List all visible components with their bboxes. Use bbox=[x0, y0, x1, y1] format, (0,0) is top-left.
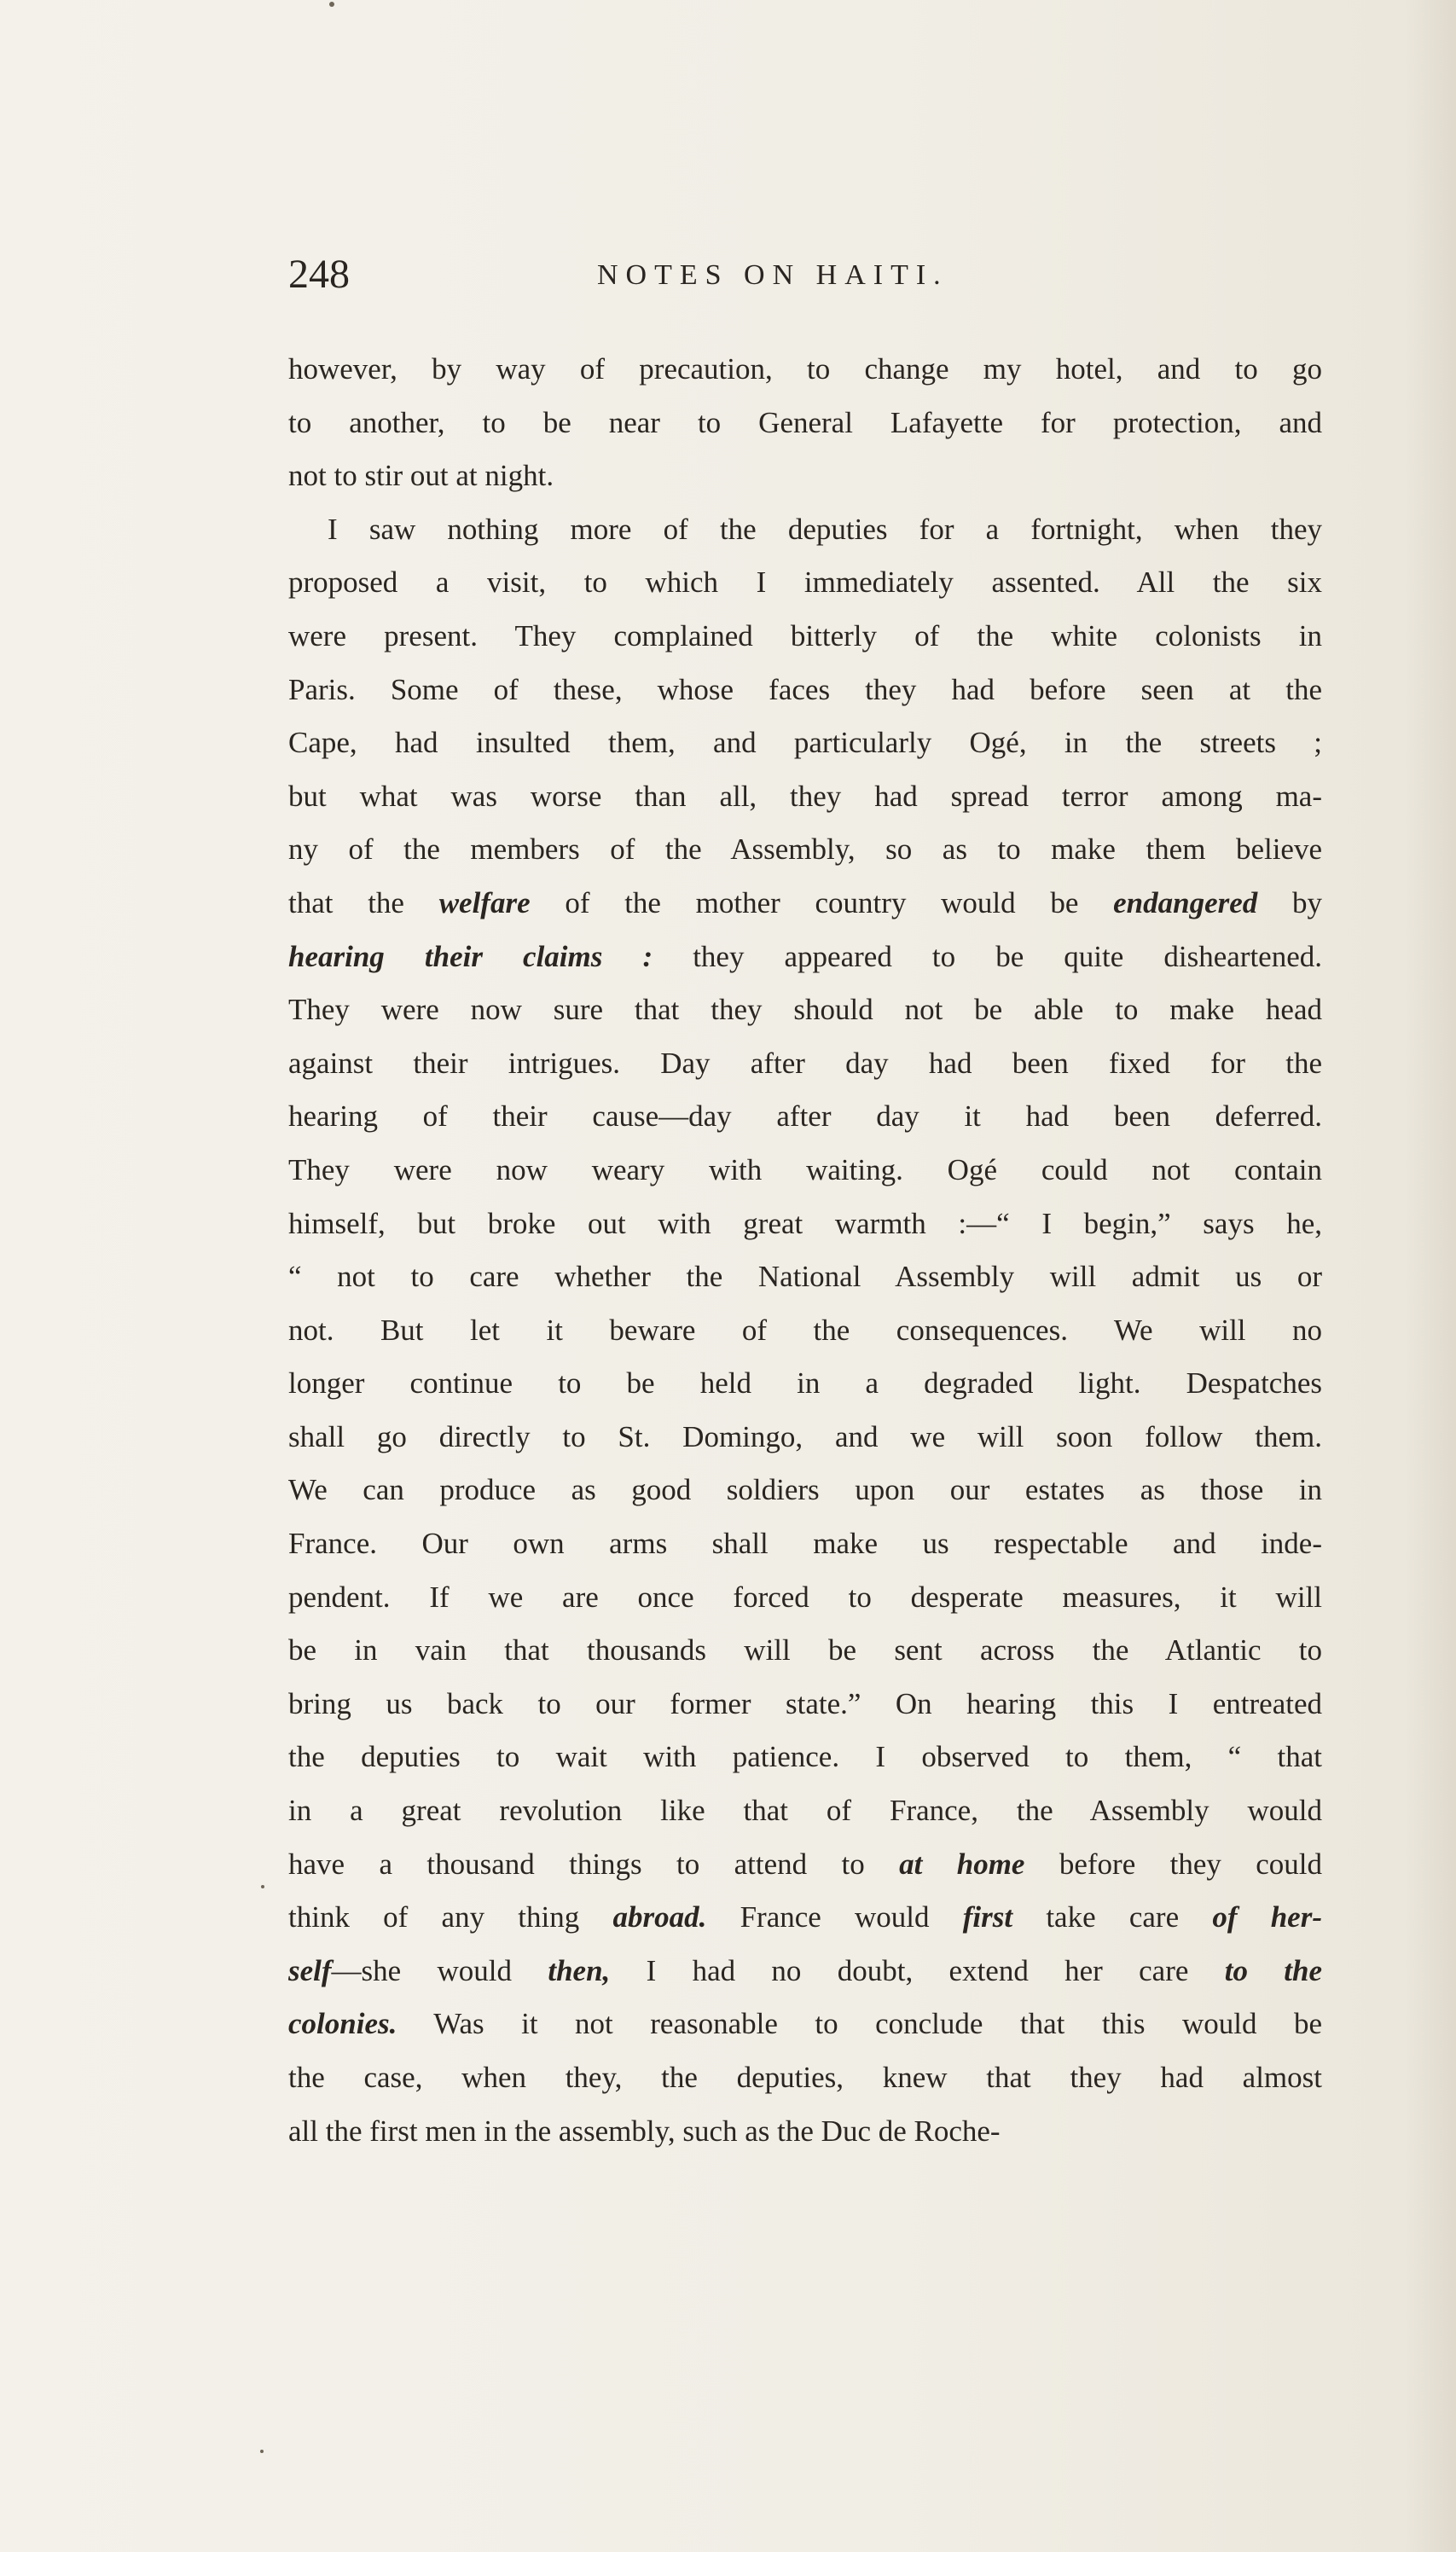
text-run: be in vain that thousands will be sent across the Atlantic to bbox=[288, 1633, 1322, 1668]
text-line bbox=[288, 1517, 1322, 1571]
text-line bbox=[288, 1784, 1322, 1838]
text-line bbox=[288, 1357, 1322, 1411]
text-run: proposed a visit, to which I immediately assented. All the six bbox=[288, 566, 1322, 600]
text-line bbox=[288, 1144, 1322, 1198]
text-run: himself, but broke out with great warmth :—“ I begin,” says he, bbox=[288, 1206, 1322, 1240]
body-text bbox=[288, 343, 1322, 2158]
text-line bbox=[288, 1998, 1322, 2051]
italic-text: of her- bbox=[1212, 1900, 1322, 1934]
text-run: “ not to care whether the National Assembly will admit us or bbox=[288, 1260, 1322, 1294]
text-line bbox=[288, 1838, 1322, 1892]
text-run: of the mother country would be bbox=[530, 885, 1114, 919]
italic-text: welfare bbox=[438, 885, 531, 919]
text-run: pendent. If we are once forced to desperate measures, it will bbox=[288, 1580, 1322, 1614]
text-run: hearing of their cause—day after day it had been deferred. bbox=[288, 1099, 1322, 1134]
text-line bbox=[288, 450, 1322, 503]
text-run: —she would bbox=[331, 1953, 548, 1987]
text-line bbox=[288, 556, 1322, 610]
text-run: were present. They complained bitterly of the white colonists in bbox=[288, 618, 1322, 652]
text-run: France would bbox=[706, 1900, 963, 1934]
paper-speck bbox=[329, 2, 334, 7]
text-run: We can produce as good soldiers upon our estates as those in bbox=[288, 1473, 1322, 1507]
text-line bbox=[288, 664, 1322, 717]
italic-text: hearing their claims : bbox=[288, 939, 653, 973]
italic-text: endangered bbox=[1113, 885, 1258, 919]
text-run: before they could bbox=[1024, 1847, 1322, 1881]
italic-text: self bbox=[288, 1953, 332, 1987]
text-run: ny of the members of the Assembly, so as to make them believe bbox=[288, 832, 1322, 867]
text-run: I had no doubt, extend her care bbox=[610, 1953, 1225, 1987]
text-run: the deputies to wait with patience. I observed to them, “ that bbox=[288, 1740, 1322, 1774]
text-line bbox=[288, 1304, 1322, 1358]
text-line bbox=[288, 1731, 1322, 1784]
text-run: shall go directly to St. Domingo, and we will soon follow them. bbox=[288, 1419, 1322, 1453]
text-line bbox=[288, 1571, 1322, 1625]
text-run: France. Our own arms shall make us respectable and inde- bbox=[288, 1527, 1322, 1561]
text-line bbox=[288, 1090, 1322, 1144]
text-line bbox=[288, 716, 1322, 770]
text-run: all the first men in the assembly, such as the Duc de Roche- bbox=[288, 2114, 1001, 2148]
text-run: They were now weary with waiting. Ogé could not contain bbox=[288, 1152, 1322, 1186]
text-run: Cape, had insulted them, and particularly Ogé, in the streets ; bbox=[288, 726, 1322, 760]
text-line bbox=[288, 397, 1322, 450]
text-run: against their intrigues. Day after day had been fixed for the bbox=[288, 1046, 1322, 1080]
text-run: however, by way of precaution, to change my hotel, and to go bbox=[288, 352, 1322, 386]
text-line bbox=[288, 877, 1322, 931]
text-line bbox=[288, 1678, 1322, 1731]
text-run: have a thousand things to attend to bbox=[288, 1847, 900, 1881]
text-run: They were now sure that they should not be able to make head bbox=[288, 993, 1322, 1027]
italic-text: to the bbox=[1224, 1953, 1322, 1987]
text-line bbox=[288, 1464, 1322, 1517]
text-run: they appeared to be quite disheartened. bbox=[653, 939, 1322, 973]
text-run: Paris. Some of these, whose faces they had before seen at the bbox=[288, 672, 1322, 706]
running-head: NOTES ON HAITI. bbox=[597, 259, 948, 291]
italic-text: at home bbox=[899, 1847, 1025, 1881]
text-line bbox=[288, 503, 1322, 557]
text-run: not to stir out at night. bbox=[288, 459, 554, 493]
text-line bbox=[288, 610, 1322, 664]
italic-text: abroad. bbox=[612, 1900, 707, 1934]
text-run: the case, when they, the deputies, knew that they had almost bbox=[288, 2061, 1322, 2094]
text-line bbox=[288, 983, 1322, 1037]
paper-speck bbox=[260, 2450, 264, 2453]
text-line bbox=[288, 343, 1322, 397]
text-line bbox=[288, 1037, 1322, 1091]
italic-text: colonies. bbox=[288, 2007, 397, 2041]
text-line bbox=[288, 1411, 1322, 1464]
text-run: but what was worse than all, they had spread terror among ma- bbox=[288, 779, 1322, 813]
page-edge-shadow bbox=[1405, 0, 1456, 2552]
page-header bbox=[288, 249, 1320, 300]
text-line bbox=[288, 2105, 1322, 2159]
text-run: Was it not reasonable to conclude that this would be bbox=[397, 2007, 1322, 2041]
text-run: to another, to be near to General Lafayette for protection, and bbox=[288, 405, 1322, 439]
text-line bbox=[288, 1945, 1322, 1998]
text-run: not. But let it beware of the consequences. We will no bbox=[288, 1313, 1322, 1347]
text-line bbox=[288, 931, 1322, 984]
text-run: take care bbox=[1012, 1900, 1213, 1934]
text-line bbox=[288, 770, 1322, 824]
text-line bbox=[288, 1624, 1322, 1678]
italic-text: then, bbox=[548, 1953, 611, 1987]
text-run: think of any thing bbox=[288, 1900, 613, 1934]
text-line bbox=[288, 823, 1322, 877]
text-run: by bbox=[1257, 885, 1322, 919]
text-run: longer continue to be held in a degraded light. Despatches bbox=[288, 1366, 1322, 1401]
page-number: 248 bbox=[288, 252, 350, 297]
text-run: bring us back to our former state.” On hearing this I entreated bbox=[288, 1686, 1322, 1720]
italic-text: first bbox=[962, 1900, 1013, 1934]
text-run: that the bbox=[288, 885, 439, 919]
text-line bbox=[288, 1891, 1322, 1945]
text-run: I saw nothing more of the deputies for a fortnight, when they bbox=[328, 512, 1322, 546]
text-line bbox=[288, 1198, 1322, 1251]
text-run: in a great revolution like that of France, the Assembly would bbox=[288, 1794, 1322, 1828]
text-line bbox=[288, 1250, 1322, 1304]
text-line bbox=[288, 2051, 1322, 2105]
paper-speck bbox=[261, 1885, 264, 1888]
